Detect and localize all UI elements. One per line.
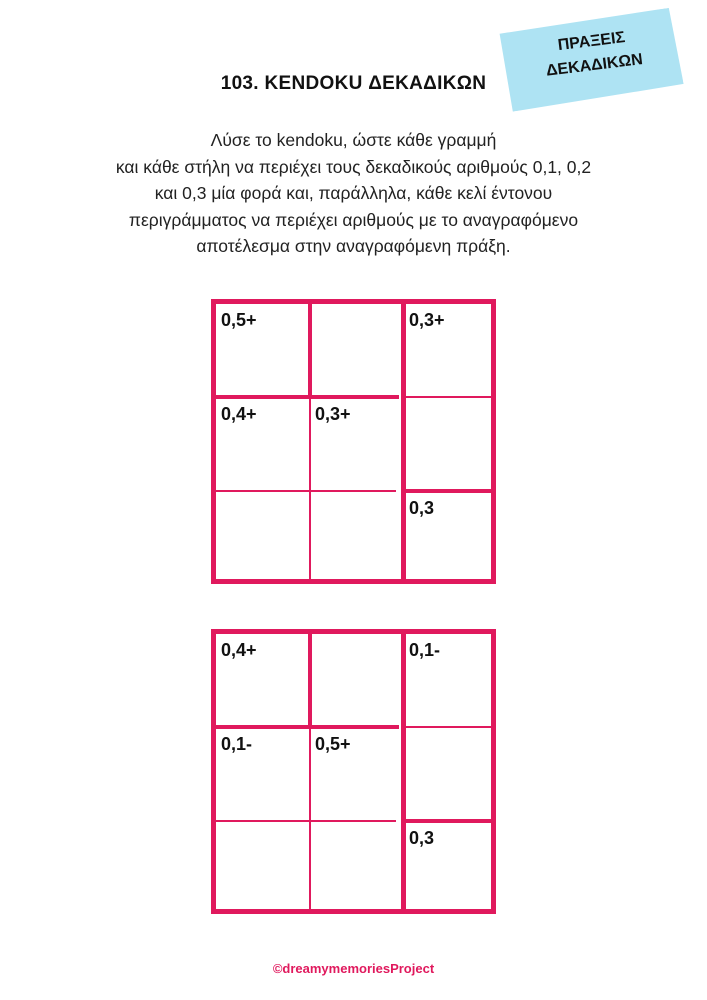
cage-border <box>404 819 491 823</box>
grid-line <box>216 820 396 822</box>
cage-border <box>404 489 491 493</box>
cage-clue: 0,1- <box>221 734 253 754</box>
instruction-line: και κάθε στήλη να περιέχει τους δεκαδικούς αριθμούς 0,1, 0,2 <box>115 156 592 177</box>
cage-border <box>308 304 312 395</box>
page-title: 103. KENDOKU ΔΕΚΑΔΙΚΩΝ <box>220 73 487 94</box>
instruction-line: περιγράμματος να περιέχει αριθμούς με το αναγραφόμενο <box>128 209 579 230</box>
cage-clue: 0,3+ <box>315 404 351 424</box>
grid-line <box>404 396 491 398</box>
cage-clue: 0,4+ <box>221 640 257 660</box>
cage-clue: 0,3+ <box>409 310 445 330</box>
cage-border <box>216 725 399 729</box>
cage-border <box>401 304 406 579</box>
cage-border <box>216 395 399 399</box>
cage-clue: 0,5+ <box>315 734 351 754</box>
cage-clue: 0,4+ <box>221 404 257 424</box>
grid-line <box>216 490 396 492</box>
instruction-line: Λύσε το kendoku, ώστε κάθε γραμμή <box>210 130 497 150</box>
cage-border <box>401 634 406 909</box>
instructions <box>60 127 647 260</box>
badge-line-1: ΠΡΑΞΕΙΣ <box>556 29 627 55</box>
copyright-footer: ©dreamymemoriesProject <box>272 961 435 976</box>
kendoku-grid-1[interactable] <box>211 299 496 584</box>
cage-clue: 0,3 <box>409 498 435 518</box>
cage-border <box>308 634 312 725</box>
cage-clue: 0,1- <box>409 640 441 660</box>
instruction-line: και 0,3 μία φορά και, παράλληλα, κάθε κελί έντονου <box>154 183 553 203</box>
kendoku-grid-2[interactable] <box>211 629 496 914</box>
cage-clue: 0,3 <box>409 828 435 848</box>
badge-line-2: ΔΕΚΑΔΙΚΩΝ <box>545 51 644 80</box>
grid-line <box>404 726 491 728</box>
cage-clue: 0,5+ <box>221 310 257 330</box>
instruction-line: αποτέλεσμα στην αναγραφόμενη πράξη. <box>196 236 511 256</box>
